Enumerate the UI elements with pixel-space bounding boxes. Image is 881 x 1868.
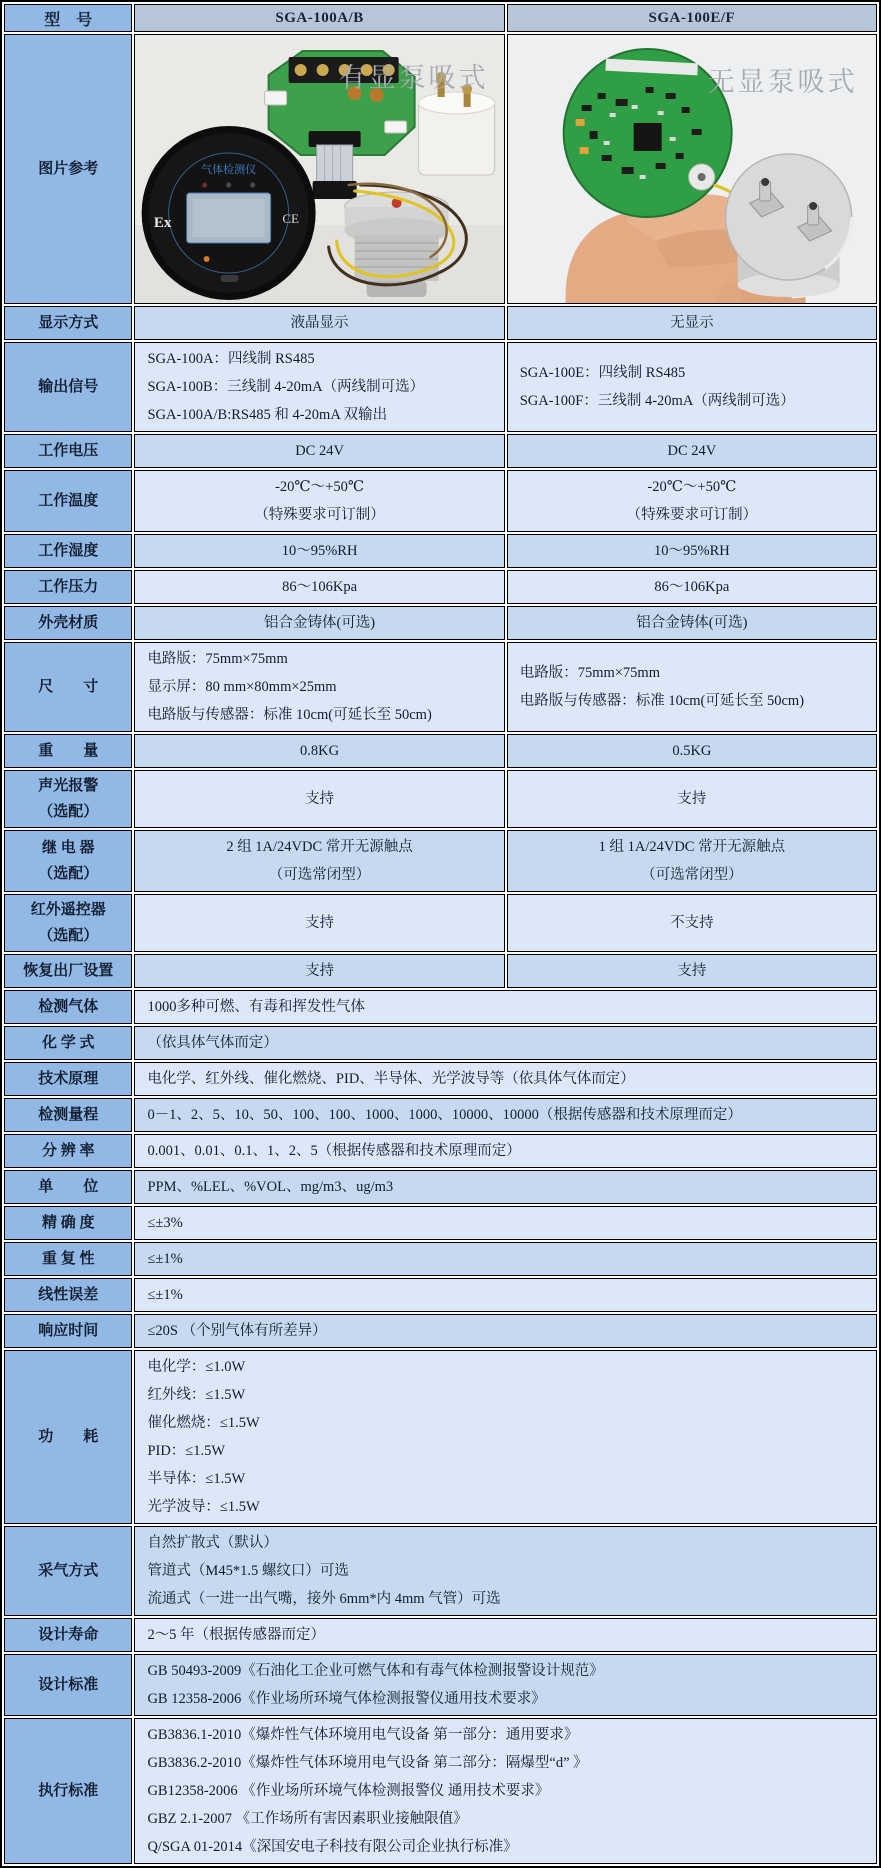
spec-line: GB3836.1-2010《爆炸性气体环境用电气设备 第一部分：通用要求》 — [147, 1727, 579, 1743]
spec-value-cell — [134, 342, 504, 432]
row-label — [4, 1654, 132, 1716]
row-label-text: 功 耗 — [38, 1429, 99, 1445]
spec-line: 0.001、0.01、0.1、1、2、5（根据传感器和技术原理而定） — [147, 1143, 521, 1159]
image-reference-row — [4, 34, 877, 304]
detector-brand-text: 气体检测仪 — [201, 164, 257, 176]
spec-line: GBZ 2.1-2007 《工作场所有害因素职业接触限值》 — [147, 1811, 468, 1827]
row-label-text: 设计标准 — [38, 1677, 99, 1693]
spec-line: 1 组 1A/24VDC 常开无源触点 — [598, 839, 786, 855]
spec-line: GB 50493-2009《石油化工企业可燃气体和有毒气体检测报警设计规范》 — [147, 1663, 604, 1679]
row-label-text: 技术原理 — [38, 1071, 99, 1087]
row-label — [4, 1026, 132, 1060]
spec-line: 支持 — [677, 791, 707, 807]
spec-line: 1000多种可燃、有毒和挥发性气体 — [147, 999, 365, 1015]
row-label-text: 图片参考 — [38, 161, 99, 177]
spec-line: -20℃～+50℃ — [647, 479, 737, 495]
spec-value-merged — [134, 1654, 877, 1716]
spec-value-cell — [507, 570, 877, 604]
spec-value-cell — [507, 342, 877, 432]
spec-line: DC 24V — [295, 443, 344, 459]
spec-line: DC 24V — [667, 443, 717, 459]
table-row — [4, 606, 877, 640]
table-row — [4, 434, 877, 468]
spec-value-cell — [134, 894, 504, 952]
spec-value-cell — [507, 734, 877, 768]
spec-line: （特殊要求可订制） — [626, 507, 758, 523]
product-photo-a-illustration — [135, 35, 503, 303]
table-row — [4, 770, 877, 828]
spec-value-cell — [507, 306, 877, 340]
row-label-text: 输出信号 — [38, 379, 99, 395]
row-label-text: 继 电 器 — [41, 840, 95, 856]
row-label — [4, 1718, 132, 1864]
spec-line: 催化燃烧：≤1.5W — [147, 1415, 260, 1431]
spec-value-merged — [134, 1098, 877, 1132]
sensor-held-illustration — [725, 154, 851, 297]
row-label — [4, 734, 132, 768]
table-row — [4, 534, 877, 568]
spec-value-cell — [134, 770, 504, 828]
table-row — [4, 1718, 877, 1864]
spec-line: SGA-100E：四线制 RS485 — [519, 365, 686, 381]
row-label-text: （选配） — [38, 804, 99, 820]
spec-line: SGA-100B：三线制 4-20mA（两线制可选） — [147, 379, 425, 395]
table-row — [4, 894, 877, 952]
detector-ex-mark: Ex — [154, 215, 172, 231]
spec-line: （可选常闭型） — [641, 867, 743, 883]
row-label-text: （选配） — [38, 866, 99, 882]
row-label — [4, 1242, 132, 1276]
row-label-text: 恢复出厂设置 — [23, 963, 114, 979]
spec-line: 半导体：≤1.5W — [147, 1471, 246, 1487]
row-label — [4, 990, 132, 1024]
row-label-text: 执行标准 — [38, 1783, 99, 1799]
spec-value-merged — [134, 1278, 877, 1312]
row-label-text: 分 辨 率 — [41, 1143, 95, 1159]
row-label — [4, 1134, 132, 1168]
spec-value-merged — [134, 1350, 877, 1524]
spec-line: 0.8KG — [300, 743, 340, 759]
row-label — [4, 1278, 132, 1312]
spec-line: 2～5 年（根据传感器而定） — [147, 1627, 326, 1643]
spec-value-merged — [134, 1206, 877, 1240]
row-label — [4, 770, 132, 828]
row-label-text: 外壳材质 — [38, 615, 99, 631]
spec-line: SGA-100A/B:RS485 和 4-20mA 双输出 — [147, 407, 388, 423]
spec-line: 不支持 — [670, 915, 714, 931]
detector-ce-mark: CE — [282, 211, 300, 226]
detector-display-illustration — [142, 126, 316, 300]
product-photo-b-illustration — [508, 35, 876, 303]
table-row — [4, 954, 877, 988]
spec-line: 86～106Kpa — [654, 579, 730, 595]
spec-line: 液晶显示 — [290, 315, 349, 331]
row-label — [4, 1206, 132, 1240]
row-label-text: 工作湿度 — [38, 543, 99, 559]
row-label — [4, 470, 132, 532]
table-row — [4, 642, 877, 732]
row-label-text: 工作压力 — [38, 579, 99, 595]
spec-line: 电路版与传感器：标准 10cm(可延长至 50cm) — [519, 693, 805, 709]
spec-value-merged — [134, 1062, 877, 1096]
row-label — [4, 1314, 132, 1348]
photo-b-watermark: 无显泵吸式 — [707, 67, 858, 97]
spec-line: 流通式（一进一出气嘴，接外 6mm*内 4mm 气管）可选 — [147, 1591, 501, 1607]
spec-value-cell — [507, 642, 877, 732]
table-row — [4, 1314, 877, 1348]
row-label-text: 检测气体 — [38, 999, 99, 1015]
spec-value-cell — [134, 734, 504, 768]
table-row — [4, 1350, 877, 1524]
spec-line: 0.5KG — [672, 743, 712, 759]
spec-value-merged — [134, 1242, 877, 1276]
table-row — [4, 570, 877, 604]
spec-value-cell — [134, 434, 504, 468]
row-label — [4, 1170, 132, 1204]
table-row — [4, 830, 877, 892]
spec-line: 0－1、2、5、10、50、100、100、1000、1000、10000、10000（根据传感器和技术原理而定） — [147, 1107, 742, 1123]
spec-line: （特殊要求可订制） — [254, 507, 385, 523]
row-label-text: 显示方式 — [38, 315, 99, 331]
spec-line: 电路版与传感器：标准 10cm(可延长至 50cm) — [147, 707, 432, 723]
photo-a-watermark: 有显泵吸式 — [339, 63, 490, 93]
spec-line: PPM、%LEL、%VOL、mg/m3、ug/m3 — [147, 1179, 394, 1195]
table-row — [4, 1654, 877, 1716]
table-row — [4, 1278, 877, 1312]
spec-line: 铝合金铸体(可选) — [263, 615, 376, 631]
spec-line: 支持 — [305, 963, 335, 979]
table-row — [4, 1062, 877, 1096]
spec-line: Q/SGA 01-2014《深国安电子科技有限公司企业执行标准》 — [147, 1839, 518, 1855]
spec-line: ≤20S （个别气体有所差异） — [147, 1323, 327, 1339]
spec-line: 自然扩散式（默认） — [147, 1535, 278, 1551]
spec-line: 电化学、红外线、催化燃烧、PID、半导体、光学波导等（依具体气体而定） — [147, 1071, 635, 1087]
spec-value-cell — [134, 606, 504, 640]
row-label-text: 单 位 — [38, 1179, 99, 1195]
table-row — [4, 1618, 877, 1652]
spec-value-merged — [134, 1618, 877, 1652]
spec-line: 铝合金铸体(可选) — [636, 615, 748, 631]
header-model-a: SGA-100A/B — [134, 4, 504, 32]
spec-value-merged — [134, 1526, 877, 1616]
row-label — [4, 894, 132, 952]
spec-value-cell — [507, 830, 877, 892]
table-row — [4, 1526, 877, 1616]
spec-line: ≤±3% — [147, 1215, 183, 1231]
row-label — [4, 1526, 132, 1616]
row-label-text: 重 复 性 — [41, 1251, 95, 1267]
row-label — [4, 830, 132, 892]
spec-line: GB12358-2006 《作业场所环境气体检测报警仪 通用技术要求》 — [147, 1783, 550, 1799]
spec-value-cell — [134, 570, 504, 604]
spec-value-cell — [507, 434, 877, 468]
row-label-text: 线性误差 — [38, 1287, 99, 1303]
row-label-text: 检测量程 — [38, 1107, 99, 1123]
spec-value-cell — [507, 770, 877, 828]
spec-value-cell — [507, 534, 877, 568]
table-row — [4, 1170, 877, 1204]
row-label-text: 声光报警 — [38, 778, 99, 794]
row-label — [4, 570, 132, 604]
spec-line: SGA-100A：四线制 RS485 — [147, 351, 315, 367]
table-row — [4, 1206, 877, 1240]
spec-line: GB 12358-2006《作业场所环境气体检测报警仪通用技术要求》 — [147, 1691, 546, 1707]
spec-line: 支持 — [677, 963, 707, 979]
spec-line: 无显示 — [670, 315, 714, 331]
spec-value-cell — [507, 470, 877, 532]
spec-line: GB3836.2-2010《爆炸性气体环境用电气设备 第二部分：隔爆型“d” 》 — [147, 1755, 588, 1771]
row-label — [4, 642, 132, 732]
spec-line: （依具体气体而定） — [147, 1035, 278, 1051]
row-label — [4, 1062, 132, 1096]
spec-line: 红外线：≤1.5W — [147, 1387, 246, 1403]
spec-line: 10～95%RH — [653, 543, 730, 559]
row-label-text: 红外遥控器 — [30, 902, 106, 918]
header-model-b: SGA-100E/F — [507, 4, 877, 32]
spec-value-cell — [134, 470, 504, 532]
table-row — [4, 342, 877, 432]
table-row — [4, 1026, 877, 1060]
spec-line: 电路版：75mm×75mm — [147, 651, 288, 667]
row-label — [4, 534, 132, 568]
spec-value-cell — [507, 606, 877, 640]
spec-value-merged — [134, 1134, 877, 1168]
row-label-text: 设计寿命 — [38, 1627, 99, 1643]
spec-line: 支持 — [305, 791, 335, 807]
spec-line: ≤±1% — [147, 1251, 183, 1267]
spec-line: 光学波导：≤1.5W — [147, 1499, 260, 1515]
spec-line: 支持 — [305, 915, 335, 931]
spec-line: ≤±1% — [147, 1287, 183, 1303]
row-label-text: 尺 寸 — [38, 679, 99, 695]
spec-line: 显示屏：80 mm×80mm×25mm — [147, 679, 337, 695]
table-row — [4, 1134, 877, 1168]
row-label — [4, 1098, 132, 1132]
spec-value-merged — [134, 1314, 877, 1348]
spec-value-cell — [134, 830, 504, 892]
table-row — [4, 1242, 877, 1276]
row-label-image-reference — [4, 34, 132, 304]
spec-value-cell — [134, 306, 504, 340]
table-row — [4, 470, 877, 532]
product-photo-sga100ab — [134, 34, 504, 304]
spec-line: SGA-100F：三线制 4-20mA（两线制可选） — [519, 393, 795, 409]
spec-value-merged — [134, 1026, 877, 1060]
row-label — [4, 434, 132, 468]
row-label — [4, 342, 132, 432]
header-row — [4, 4, 877, 32]
spec-line: PID：≤1.5W — [147, 1443, 226, 1459]
row-label-text: 工作温度 — [38, 493, 99, 509]
spec-value-merged — [134, 1718, 877, 1864]
table-row — [4, 306, 877, 340]
row-label — [4, 606, 132, 640]
spec-value-cell — [507, 954, 877, 988]
row-label-text: 重 量 — [38, 743, 99, 759]
spec-value-cell — [134, 642, 504, 732]
spec-line: 2 组 1A/24VDC 常开无源触点 — [226, 839, 413, 855]
spec-value-cell — [134, 534, 504, 568]
spec-value-merged — [134, 990, 877, 1024]
spec-value-cell — [134, 954, 504, 988]
row-label — [4, 954, 132, 988]
spec-value-cell — [507, 894, 877, 952]
row-label-text: 工作电压 — [38, 443, 99, 459]
row-label-text: 化 学 式 — [41, 1035, 95, 1051]
spec-line: 电路版：75mm×75mm — [519, 665, 660, 681]
row-label-text: （选配） — [38, 928, 99, 944]
spec-line: （可选常闭型） — [268, 867, 371, 883]
header-model-label: 型 号 — [4, 4, 132, 32]
spec-line: 电化学：≤1.0W — [147, 1359, 246, 1375]
table-row — [4, 734, 877, 768]
table-row — [4, 990, 877, 1024]
table-row — [4, 1098, 877, 1132]
row-label — [4, 1618, 132, 1652]
row-label — [4, 1350, 132, 1524]
row-label-text: 精 确 度 — [41, 1215, 95, 1231]
row-label-text: 响应时间 — [38, 1323, 99, 1339]
row-label-text: 采气方式 — [38, 1563, 99, 1579]
spec-line: 管道式（M45*1.5 螺纹口）可选 — [147, 1563, 349, 1579]
spec-line: 10～95%RH — [281, 543, 358, 559]
product-photo-sga100ef — [507, 34, 877, 304]
spec-value-merged — [134, 1170, 877, 1204]
row-label — [4, 306, 132, 340]
spec-line: 86～106Kpa — [282, 579, 358, 595]
spec-line: -20℃～+50℃ — [275, 479, 365, 495]
